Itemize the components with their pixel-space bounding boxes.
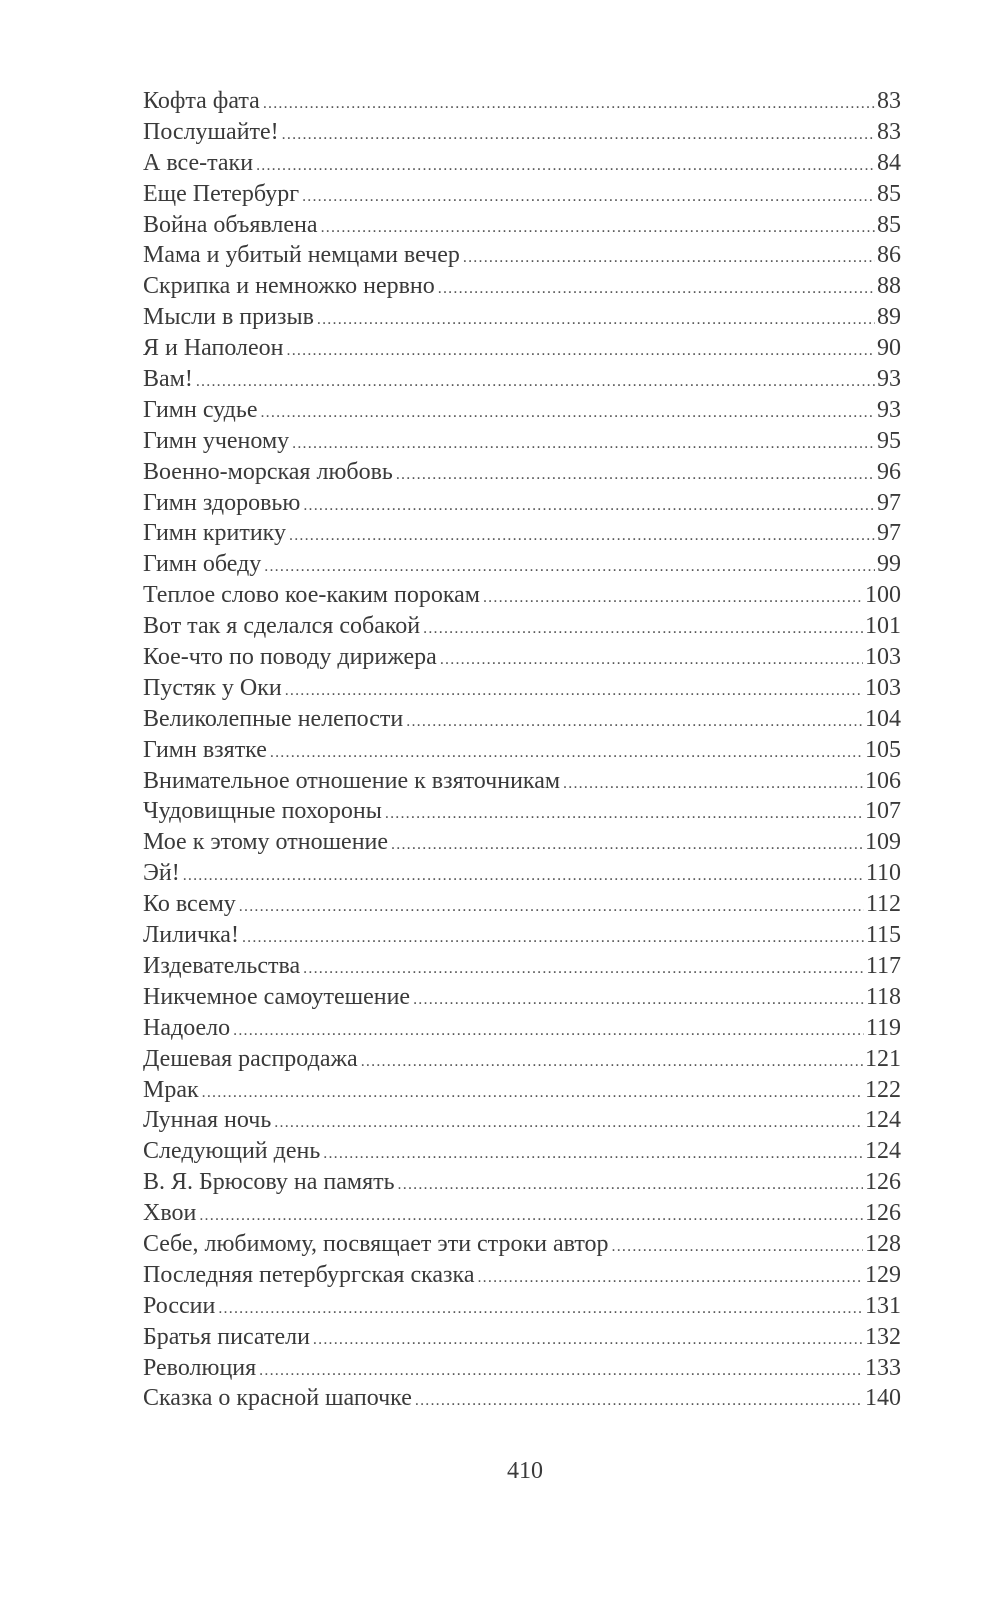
- toc-entry: [143, 148, 901, 179]
- toc-entry: [143, 796, 901, 827]
- dot-leader: [413, 985, 864, 1013]
- dot-leader: [463, 243, 875, 271]
- toc-entry: [143, 766, 901, 797]
- dot-leader: [440, 645, 863, 673]
- dot-leader: [323, 1139, 863, 1167]
- dot-leader: [385, 799, 863, 827]
- toc-entry-page: 132: [865, 1323, 901, 1350]
- toc-entry: [143, 1075, 901, 1106]
- toc-entry-page: 89: [877, 304, 901, 331]
- dot-leader: [483, 583, 863, 611]
- toc-entry-page: 100: [865, 582, 901, 609]
- toc-entry-page: 131: [865, 1292, 901, 1319]
- toc-entry-page: 93: [877, 366, 901, 393]
- dot-leader: [270, 738, 863, 766]
- table-of-contents: [143, 86, 901, 1414]
- toc-entry: [143, 1044, 901, 1075]
- toc-entry: [143, 673, 901, 704]
- dot-leader: [259, 1356, 863, 1384]
- toc-entry: [143, 1322, 901, 1353]
- toc-entry-title: Гимн здоровью: [143, 489, 301, 516]
- toc-entry-page: 96: [877, 458, 901, 485]
- toc-entry-title: Мрак: [143, 1076, 199, 1103]
- toc-entry: [143, 611, 901, 642]
- toc-entry: [143, 1229, 901, 1260]
- toc-entry-title: Гимн взятке: [143, 736, 267, 763]
- toc-entry: [143, 1105, 901, 1136]
- toc-entry-title: Гимн судье: [143, 396, 258, 423]
- toc-entry-page: 85: [877, 180, 901, 207]
- toc-entry-title: Я и Наполеон: [143, 335, 284, 362]
- toc-entry-title: Мое к этому отношение: [143, 829, 389, 856]
- toc-entry-title: Скрипка и немножко нервно: [143, 273, 435, 300]
- toc-entry: [143, 1260, 901, 1291]
- dot-leader: [282, 120, 875, 148]
- toc-entry: [143, 982, 901, 1013]
- toc-entry: [143, 642, 901, 673]
- toc-entry: [143, 240, 901, 271]
- dot-leader: [292, 429, 875, 457]
- dot-leader: [183, 861, 864, 889]
- toc-entry-title: Гимн ученому: [143, 427, 290, 454]
- dot-leader: [263, 89, 875, 117]
- toc-entry-page: 118: [865, 983, 901, 1010]
- toc-entry-page: 99: [877, 551, 901, 578]
- dot-leader: [285, 676, 863, 704]
- toc-entry: [143, 518, 901, 549]
- toc-entry: [143, 364, 901, 395]
- dot-leader: [196, 367, 875, 395]
- toc-entry-page: 124: [865, 1138, 901, 1165]
- dot-leader: [218, 1294, 863, 1322]
- toc-entry-page: 106: [865, 767, 901, 794]
- toc-entry-page: 126: [865, 1169, 901, 1196]
- toc-entry-page: 121: [865, 1045, 901, 1072]
- toc-entry-title: Мама и убитый немцами вечер: [143, 242, 460, 269]
- dot-leader: [233, 1016, 864, 1044]
- dot-leader: [361, 1047, 863, 1075]
- dot-leader: [477, 1263, 863, 1291]
- dot-leader: [302, 182, 875, 210]
- dot-leader: [303, 954, 864, 982]
- toc-entry: [143, 333, 901, 364]
- toc-entry: [143, 735, 901, 766]
- toc-entry: [143, 920, 901, 951]
- toc-entry-page: 95: [877, 427, 901, 454]
- toc-entry-page: 90: [877, 335, 901, 362]
- dot-leader: [239, 892, 864, 920]
- toc-entry: [143, 426, 901, 457]
- dot-leader: [612, 1232, 863, 1260]
- dot-leader: [287, 336, 875, 364]
- toc-entry-title: Лиличка!: [143, 922, 239, 949]
- toc-entry-page: 101: [865, 613, 901, 640]
- dot-leader: [303, 491, 875, 519]
- dot-leader: [321, 213, 875, 241]
- toc-entry-page: 103: [865, 644, 901, 671]
- toc-entry-title: Издевательства: [143, 952, 301, 979]
- toc-entry-title: Никчемное самоутешение: [143, 983, 411, 1010]
- toc-entry-title: Последняя петербургская сказка: [143, 1261, 475, 1288]
- toc-entry-title: России: [143, 1292, 216, 1319]
- toc-entry-title: Кое-что по поводу дирижера: [143, 644, 437, 671]
- toc-entry-title: А все-таки: [143, 149, 254, 176]
- toc-entry: [143, 858, 901, 889]
- toc-entry: [143, 395, 901, 426]
- dot-leader: [313, 1325, 863, 1353]
- toc-entry-title: Теплое слово кое-каким порокам: [143, 582, 480, 609]
- toc-entry-title: Ко всему: [143, 891, 236, 918]
- toc-entry: [143, 1353, 901, 1384]
- toc-entry-title: Братья писатели: [143, 1323, 310, 1350]
- toc-entry-page: 93: [877, 396, 901, 423]
- toc-entry-title: Вам!: [143, 366, 193, 393]
- dot-leader: [423, 614, 863, 642]
- toc-entry: [143, 271, 901, 302]
- toc-entry: [143, 827, 901, 858]
- dot-leader: [256, 151, 875, 179]
- toc-entry: [143, 488, 901, 519]
- toc-entry-title: Гимн обеду: [143, 551, 262, 578]
- dot-leader: [260, 398, 875, 426]
- toc-entry-page: 107: [865, 798, 901, 825]
- dot-leader: [563, 769, 863, 797]
- toc-entry: [143, 951, 901, 982]
- toc-entry-page: 128: [865, 1230, 901, 1257]
- toc-entry-title: Великолепные нелепости: [143, 705, 404, 732]
- toc-entry-title: Вот так я сделался собакой: [143, 613, 421, 640]
- toc-entry-page: 97: [877, 489, 901, 516]
- toc-entry-title: Эй!: [143, 860, 180, 887]
- toc-entry-page: 85: [877, 211, 901, 238]
- page-number: 410: [507, 1458, 543, 1484]
- toc-entry-page: 109: [865, 829, 901, 856]
- toc-entry-page: 112: [865, 891, 901, 918]
- dot-leader: [391, 830, 863, 858]
- toc-entry-title: Надоело: [143, 1014, 231, 1041]
- toc-entry: [143, 889, 901, 920]
- toc-entry-title: Еще Петербург: [143, 180, 300, 207]
- dot-leader: [396, 460, 875, 488]
- dot-leader: [438, 274, 875, 302]
- dot-leader: [289, 521, 875, 549]
- dot-leader: [242, 923, 864, 951]
- toc-entry-page: 124: [865, 1107, 901, 1134]
- toc-entry: [143, 1013, 901, 1044]
- dot-leader: [406, 707, 863, 735]
- toc-entry-page: 140: [865, 1385, 901, 1412]
- toc-entry-title: Гимн критику: [143, 520, 286, 547]
- dot-leader: [398, 1170, 863, 1198]
- toc-entry: [143, 302, 901, 333]
- toc-entry-page: 104: [865, 705, 901, 732]
- toc-entry-page: 88: [877, 273, 901, 300]
- toc-entry-title: Хвои: [143, 1200, 197, 1227]
- toc-entry-page: 86: [877, 242, 901, 269]
- toc-entry-page: 83: [877, 118, 901, 145]
- dot-leader: [274, 1108, 863, 1136]
- toc-entry-title: Война объявлена: [143, 211, 318, 238]
- toc-entry: [143, 1136, 901, 1167]
- toc-entry-title: Сказка о красной шапочке: [143, 1385, 412, 1412]
- toc-entry: [143, 179, 901, 210]
- toc-entry-title: Мысли в призыв: [143, 304, 314, 331]
- toc-entry: [143, 457, 901, 488]
- dot-leader: [264, 552, 875, 580]
- toc-entry-title: Революция: [143, 1354, 257, 1381]
- toc-entry-page: 83: [877, 88, 901, 114]
- toc-entry-title: Пустяк у Оки: [143, 674, 282, 701]
- dot-leader: [202, 1078, 863, 1106]
- toc-entry: [143, 117, 901, 148]
- toc-entry-page: 115: [865, 922, 901, 949]
- toc-entry-page: 126: [865, 1200, 901, 1227]
- dot-leader: [317, 305, 875, 333]
- toc-entry-page: 84: [877, 149, 901, 176]
- toc-entry: [143, 1198, 901, 1229]
- toc-entry-title: Послушайте!: [143, 118, 279, 145]
- toc-entry-page: 129: [865, 1261, 901, 1288]
- toc-entry-title: Следующий день: [143, 1138, 321, 1165]
- toc-entry-page: 133: [865, 1354, 901, 1381]
- toc-entry-page: 105: [865, 736, 901, 763]
- toc-entry: [143, 1291, 901, 1322]
- toc-entry: [143, 86, 901, 117]
- toc-entry-page: 103: [865, 674, 901, 701]
- toc-entry-title: Внимательное отношение к взяточникам: [143, 767, 561, 794]
- toc-entry-page: 119: [865, 1014, 901, 1041]
- toc-entry-title: В. Я. Брюсову на память: [143, 1169, 395, 1196]
- dot-leader: [415, 1386, 863, 1414]
- dot-leader: [199, 1201, 863, 1229]
- toc-entry-title: Кофта фата: [143, 88, 260, 114]
- toc-entry-title: Дешевая распродажа: [143, 1045, 358, 1072]
- toc-entry-page: 110: [865, 860, 901, 887]
- toc-entry: [143, 1383, 901, 1414]
- toc-entry: [143, 210, 901, 241]
- toc-entry-title: Военно-морская любовь: [143, 458, 393, 485]
- toc-entry: [143, 549, 901, 580]
- toc-entry: [143, 580, 901, 611]
- toc-entry-title: Себе, любимому, посвящает эти строки автор: [143, 1230, 609, 1257]
- toc-entry-title: Чудовищные похороны: [143, 798, 382, 825]
- toc-entry-page: 117: [865, 952, 901, 979]
- toc-entry: [143, 704, 901, 735]
- toc-entry-page: 97: [877, 520, 901, 547]
- toc-entry-title: Лунная ночь: [143, 1107, 272, 1134]
- toc-entry: [143, 1167, 901, 1198]
- toc-entry-page: 122: [865, 1076, 901, 1103]
